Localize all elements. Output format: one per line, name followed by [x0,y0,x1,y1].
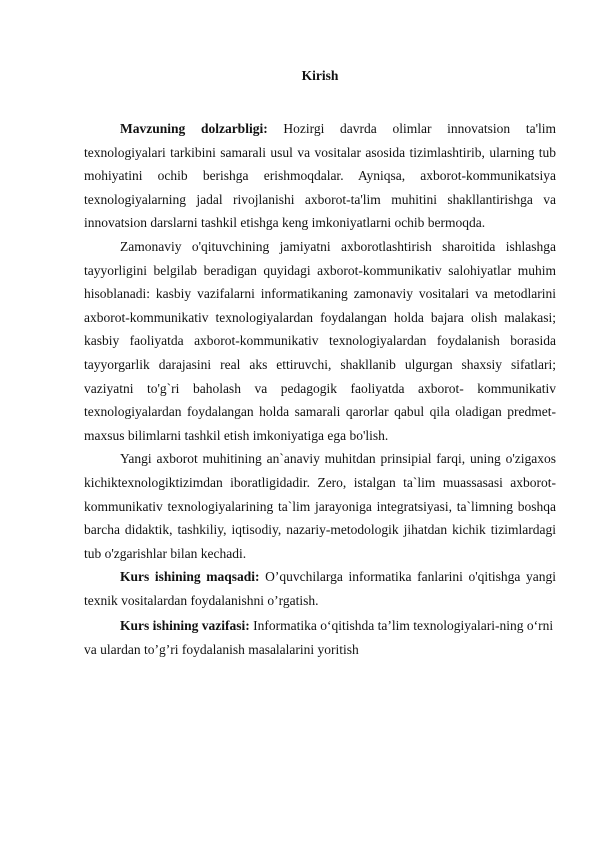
paragraph-text: Informatika o‘qitishda ta’lim texnologiyalari-ning o‘rni va ulardan to’g’ri foydalanish masalalarini yoritish [84,618,554,658]
paragraph-goal [84,565,556,612]
paragraph-lead: Mavzuning dolzarbligi: [120,121,268,136]
paragraph-text: Hozirgi davrda olimlar innovatsion ta'lim texnologiyalari tarkibini samarali usul va vositalar asosida tizimlashtirib, ularning tub mohiyatini ochib berishga erishmoqdalar. Ayniqsa, axborot-kommunikatsiya texnologiyalarning jadal rivojlanishi axborot-ta'lim muhitini shakllantirishga va innovatsion darslarni tashkil etishga keng imkoniyatlarni ochib bermoqda. [84,121,557,231]
paragraph-teacher-competencies [84,235,556,447]
paragraph-lead: Kurs ishining maqsadi: [120,569,260,585]
paragraph-relevance [84,117,556,235]
paragraph-lead: Kurs ishining vazifasi: [120,618,250,634]
paragraph-information-environment [84,447,556,565]
paragraph-text: O’quvchilarga informatika fanlarini o'qitishga yangi texnik vositalardan foydalanishni o’rgatish. [84,569,557,608]
paragraph-text: Zamonaviy o'qituvchining jamiyatni axborotlashtirish sharoitida ishlashga tayyorligini belgilab beradigan quyidagi axborot-kommunikativ salohiyatlar muhim hisoblanadi: kasbiy vazifalarni informatikaning zamonaviy vositalari va metodlarini axborot-kommunikativ texnologiyalardan foydalangan holda bajara olish malakasi; kasbiy faoliyatda axborot-kommunikativ texnologiyalardan foydalanish borasida tayyorgarlik darajasini real aks ettiruvchi, shakllanib ulgurgan shaxsiy sifatlari; vaziyatni to'g`ri baholash va pedagogik faoliyatda axborot- kommunikativ texnologiyalardan foydalangan holda samarali qarorlar qabul qila oladigan predmet-maxsus bilimlarni tashkil etish imkoniyatiga ega bo'lish. [84,238,556,443]
paragraph-task [84,614,556,661]
paragraph-text: Yangi axborot muhitining an`anaviy muhitdan prinsipial farqi, uning o'zigaxos kichiktexnologiktizimdan iboratligidadir. Zero, istalgan ta`lim muassasasi axborot-kommunikativ texnologiyalarining ta`lim jarayoniga integratsiyasi, ta`limning boshqa barcha didaktik, tashkiliy, iqtisodiy, nazariy-metodologik jihatdan kichik tizimlardagi tub o'zgarishlar bilan kechadi. [84,451,556,561]
document-body [84,117,556,662]
page-title: Kirish [301,68,339,83]
